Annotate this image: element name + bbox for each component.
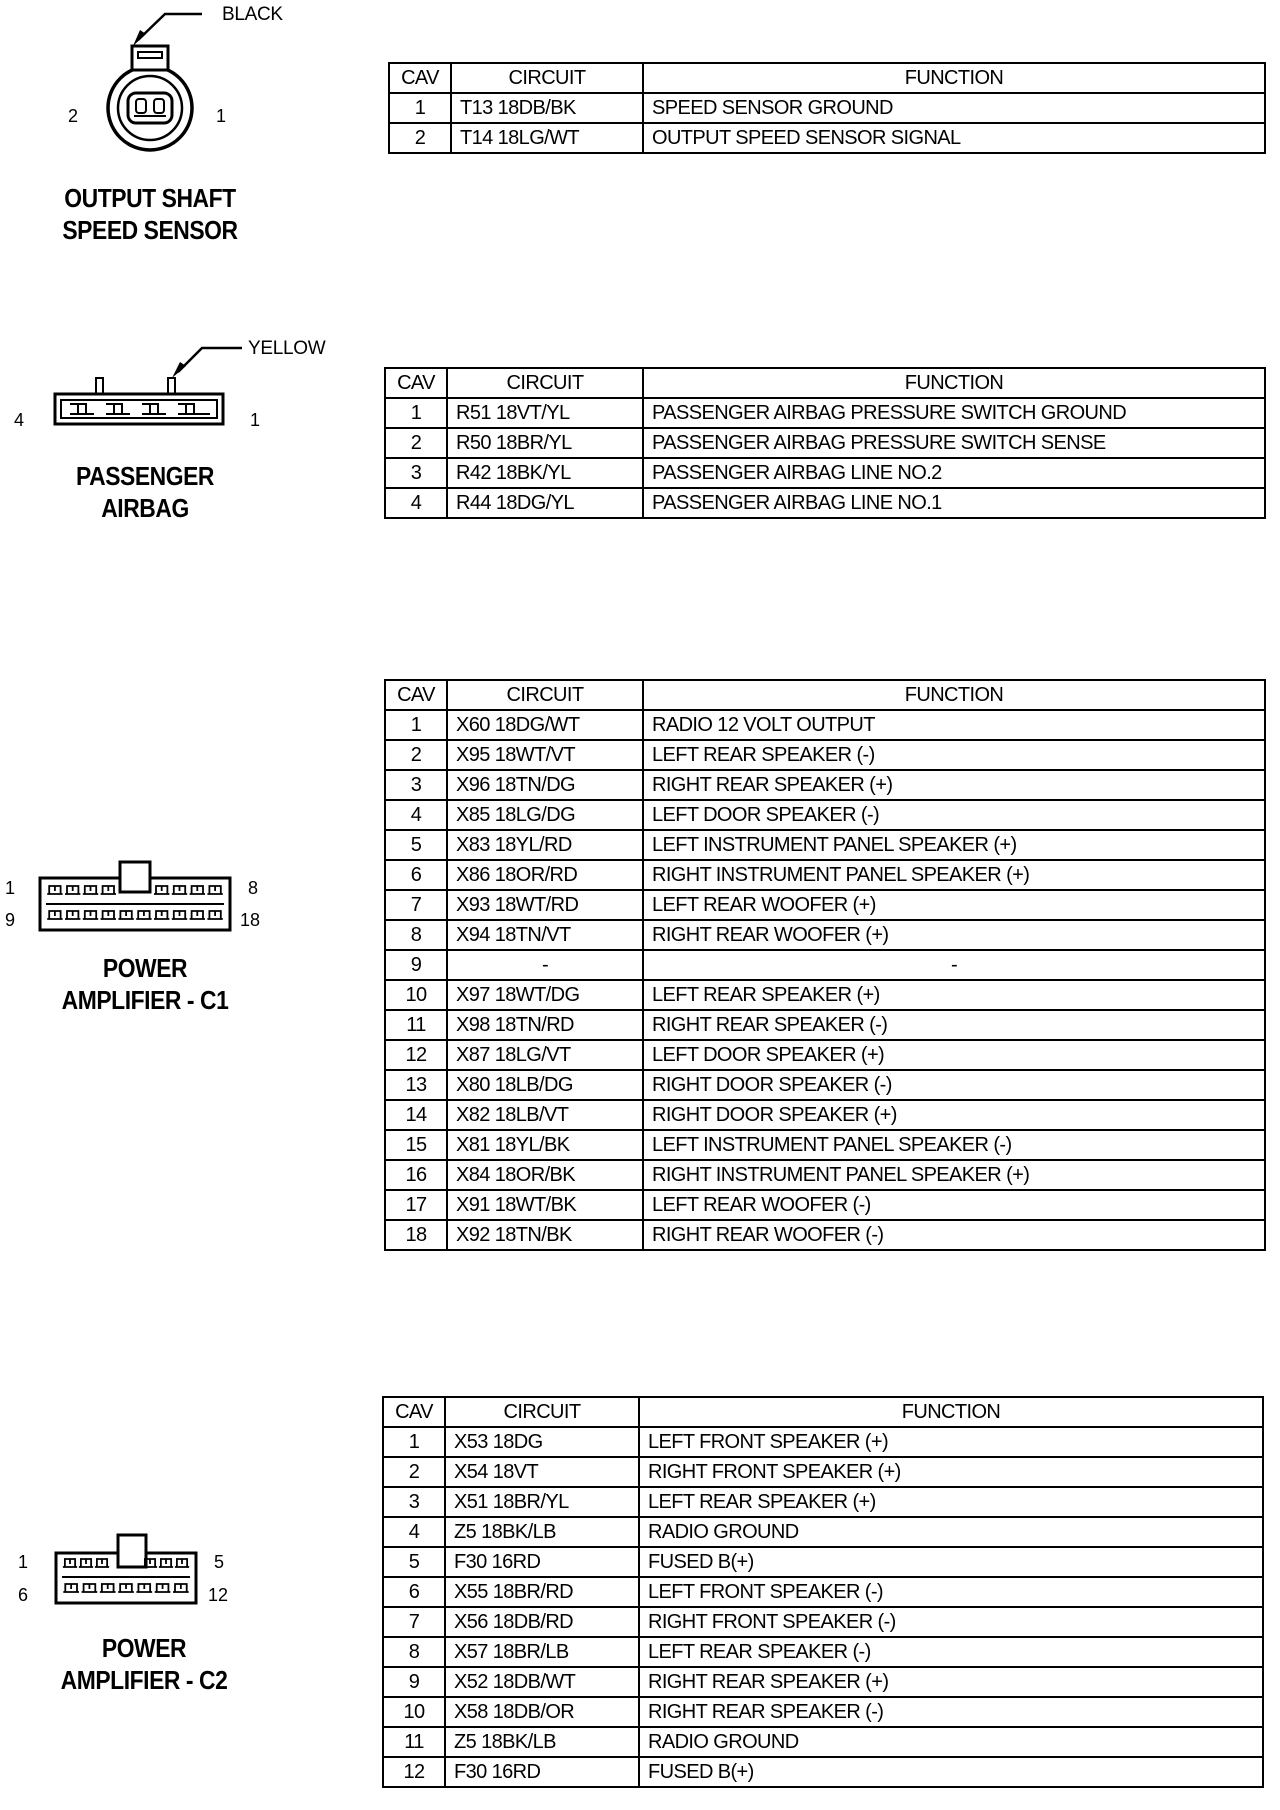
circuit-cell: X58 18DB/OR <box>445 1697 639 1727</box>
circuit-cell: X56 18DB/RD <box>445 1607 639 1637</box>
table-row <box>383 1547 1263 1577</box>
connector-title-line: POWER <box>101 1633 187 1663</box>
cav-cell: 6 <box>385 860 447 890</box>
connector-title-line: AIRBAG <box>101 493 189 523</box>
circuit-cell: X97 18WT/DG <box>447 980 643 1010</box>
cav-cell: 8 <box>385 920 447 950</box>
cav-cell: 14 <box>385 1100 447 1130</box>
circuit-cell: X98 18TN/RD <box>447 1010 643 1040</box>
circuit-cell: X87 18LG/VT <box>447 1040 643 1070</box>
cav-cell: 2 <box>389 123 451 153</box>
table-row <box>383 1607 1263 1637</box>
function-cell: LEFT REAR WOOFER (+) <box>643 890 1265 920</box>
table-row <box>385 740 1265 770</box>
cav-cell: 7 <box>383 1607 445 1637</box>
cav-cell: 5 <box>385 830 447 860</box>
header-row <box>383 1397 1263 1427</box>
circuit-cell: F30 16RD <box>445 1757 639 1787</box>
column-header-circuit: CIRCUIT <box>447 680 643 710</box>
cav-cell: 10 <box>383 1697 445 1727</box>
function-cell: LEFT REAR SPEAKER (-) <box>643 740 1265 770</box>
table-header <box>385 680 1265 710</box>
circuit-cell: X92 18TN/BK <box>447 1220 643 1250</box>
table-row <box>383 1727 1263 1757</box>
circuit-cell: X53 18DG <box>445 1427 639 1457</box>
pin-number-bottom-right: 18 <box>240 910 261 930</box>
pin-number-left: 4 <box>14 410 25 430</box>
header-row <box>385 680 1265 710</box>
circuit-cell: X94 18TN/VT <box>447 920 643 950</box>
function-cell: RADIO 12 VOLT OUTPUT <box>643 710 1265 740</box>
cav-cell: 6 <box>383 1577 445 1607</box>
function-cell: LEFT DOOR SPEAKER (+) <box>643 1040 1265 1070</box>
table-header <box>383 1397 1263 1427</box>
cav-cell: 3 <box>383 1487 445 1517</box>
header-row <box>385 368 1265 398</box>
table-row <box>385 398 1265 428</box>
column-header-cav: CAV <box>385 368 447 398</box>
table-body <box>385 710 1265 1250</box>
connector-title <box>36 182 265 246</box>
passenger-airbag-connector-icon <box>50 330 250 440</box>
pin-number-right: 1 <box>250 410 261 430</box>
function-cell: RIGHT REAR WOOFER (+) <box>643 920 1265 950</box>
circuit-cell: R44 18DG/YL <box>447 488 643 518</box>
function-cell: RIGHT REAR WOOFER (-) <box>643 1220 1265 1250</box>
cav-cell: 2 <box>385 428 447 458</box>
column-header-function: FUNCTION <box>643 680 1265 710</box>
connector-title-line: POWER <box>102 953 188 983</box>
function-cell: RIGHT REAR SPEAKER (+) <box>639 1667 1263 1697</box>
cav-cell: 16 <box>385 1160 447 1190</box>
function-cell: RIGHT INSTRUMENT PANEL SPEAKER (+) <box>643 1160 1265 1190</box>
function-cell: LEFT FRONT SPEAKER (-) <box>639 1577 1263 1607</box>
cav-cell: 9 <box>383 1667 445 1697</box>
table-body <box>389 93 1265 153</box>
table-row <box>385 920 1265 950</box>
circuit-cell: X81 18YL/BK <box>447 1130 643 1160</box>
function-cell: PASSENGER AIRBAG PRESSURE SWITCH GROUND <box>643 398 1265 428</box>
table-row <box>383 1757 1263 1787</box>
circuit-cell: X80 18LB/DG <box>447 1070 643 1100</box>
table-row <box>385 890 1265 920</box>
pinout-table <box>388 62 1266 154</box>
table-row <box>385 1130 1265 1160</box>
cav-cell: 3 <box>385 770 447 800</box>
circuit-cell: X52 18DB/WT <box>445 1667 639 1697</box>
circuit-cell: X82 18LB/VT <box>447 1100 643 1130</box>
table-row <box>385 1010 1265 1040</box>
table-row <box>385 428 1265 458</box>
table-row <box>385 488 1265 518</box>
table-row <box>385 950 1265 980</box>
function-cell: LEFT REAR SPEAKER (-) <box>639 1637 1263 1667</box>
table-row <box>385 1040 1265 1070</box>
table-row <box>385 458 1265 488</box>
table-row <box>383 1487 1263 1517</box>
table-row <box>385 710 1265 740</box>
connector-title-line: AMPLIFIER - C1 <box>61 985 229 1015</box>
output-shaft-speed-sensor-connector-icon <box>90 0 320 140</box>
table-row <box>385 1220 1265 1250</box>
function-cell: RADIO GROUND <box>639 1517 1263 1547</box>
cav-cell: 15 <box>385 1130 447 1160</box>
header-row <box>389 63 1265 93</box>
circuit-cell: X84 18OR/BK <box>447 1160 643 1190</box>
circuit-cell: - <box>447 950 643 980</box>
function-cell: SPEED SENSOR GROUND <box>643 93 1265 123</box>
function-cell: LEFT DOOR SPEAKER (-) <box>643 800 1265 830</box>
cav-cell: 8 <box>383 1637 445 1667</box>
column-header-cav: CAV <box>383 1397 445 1427</box>
table-row <box>385 1100 1265 1130</box>
column-header-function: FUNCTION <box>643 368 1265 398</box>
connector-title-line: OUTPUT SHAFT <box>64 183 236 213</box>
table-row <box>383 1697 1263 1727</box>
function-cell: RIGHT FRONT SPEAKER (-) <box>639 1607 1263 1637</box>
table-header <box>389 63 1265 93</box>
function-cell: LEFT INSTRUMENT PANEL SPEAKER (+) <box>643 830 1265 860</box>
cav-cell: 11 <box>383 1727 445 1757</box>
table-row <box>385 770 1265 800</box>
power-amplifier-c1-connector-icon <box>38 858 238 938</box>
cav-cell: 1 <box>383 1427 445 1457</box>
circuit-cell: X86 18OR/RD <box>447 860 643 890</box>
circuit-cell: R51 18VT/YL <box>447 398 643 428</box>
circuit-cell: T13 18DB/BK <box>451 93 643 123</box>
pin-number-top-left: 1 <box>5 878 16 898</box>
wire-color-label: BLACK <box>222 4 283 25</box>
function-cell: RIGHT REAR SPEAKER (-) <box>643 1010 1265 1040</box>
table-row <box>383 1577 1263 1607</box>
pin-number-top-left: 1 <box>18 1552 29 1572</box>
function-cell: RIGHT REAR SPEAKER (+) <box>643 770 1265 800</box>
cav-cell: 5 <box>383 1547 445 1577</box>
cav-cell: 2 <box>385 740 447 770</box>
function-cell: LEFT REAR SPEAKER (+) <box>643 980 1265 1010</box>
circuit-cell: X60 18DG/WT <box>447 710 643 740</box>
function-cell: RIGHT DOOR SPEAKER (-) <box>643 1070 1265 1100</box>
cav-cell: 1 <box>385 398 447 428</box>
function-cell: PASSENGER AIRBAG LINE NO.1 <box>643 488 1265 518</box>
circuit-cell: X91 18WT/BK <box>447 1190 643 1220</box>
pinout-table <box>384 367 1266 519</box>
table-body <box>385 398 1265 518</box>
table-row <box>385 860 1265 890</box>
cav-cell: 4 <box>385 800 447 830</box>
function-cell: LEFT REAR WOOFER (-) <box>643 1190 1265 1220</box>
pin-number-top-right: 5 <box>214 1552 225 1572</box>
pin-number-bottom-left: 6 <box>18 1585 29 1605</box>
cav-cell: 18 <box>385 1220 447 1250</box>
column-header-cav: CAV <box>385 680 447 710</box>
column-header-circuit: CIRCUIT <box>445 1397 639 1427</box>
connector-title-line: AMPLIFIER - C2 <box>60 1665 228 1695</box>
table-header <box>385 368 1265 398</box>
function-cell: - <box>643 950 1265 980</box>
column-header-circuit: CIRCUIT <box>451 63 643 93</box>
function-cell: PASSENGER AIRBAG PRESSURE SWITCH SENSE <box>643 428 1265 458</box>
table-row <box>383 1517 1263 1547</box>
cav-cell: 9 <box>385 950 447 980</box>
cav-cell: 7 <box>385 890 447 920</box>
table-row <box>383 1427 1263 1457</box>
table-row <box>385 1070 1265 1100</box>
column-header-function: FUNCTION <box>643 63 1265 93</box>
cav-cell: 2 <box>383 1457 445 1487</box>
connector-title-line: SPEED SENSOR <box>62 215 238 245</box>
circuit-cell: Z5 18BK/LB <box>445 1517 639 1547</box>
table-row <box>383 1457 1263 1487</box>
circuit-cell: R42 18BK/YL <box>447 458 643 488</box>
pin-number-bottom-left: 9 <box>5 910 16 930</box>
connector-title <box>31 952 260 1016</box>
pinout-table <box>384 679 1266 1251</box>
circuit-cell: Z5 18BK/LB <box>445 1727 639 1757</box>
cav-cell: 1 <box>389 93 451 123</box>
cav-cell: 4 <box>385 488 447 518</box>
column-header-function: FUNCTION <box>639 1397 1263 1427</box>
function-cell: OUTPUT SPEED SENSOR SIGNAL <box>643 123 1265 153</box>
connector-title <box>30 1632 259 1696</box>
function-cell: RIGHT FRONT SPEAKER (+) <box>639 1457 1263 1487</box>
pin-number-left: 2 <box>68 106 79 126</box>
cav-cell: 17 <box>385 1190 447 1220</box>
pin-number-right: 1 <box>216 106 227 126</box>
wire-color-label: YELLOW <box>248 338 326 359</box>
circuit-cell: X95 18WT/VT <box>447 740 643 770</box>
pinout-table <box>382 1396 1264 1788</box>
function-cell: RIGHT REAR SPEAKER (-) <box>639 1697 1263 1727</box>
function-cell: LEFT INSTRUMENT PANEL SPEAKER (-) <box>643 1130 1265 1160</box>
table-row <box>385 980 1265 1010</box>
table-row <box>385 1160 1265 1190</box>
circuit-cell: X96 18TN/DG <box>447 770 643 800</box>
table-body <box>383 1427 1263 1787</box>
function-cell: FUSED B(+) <box>639 1547 1263 1577</box>
power-amplifier-c2-connector-icon <box>54 1531 214 1611</box>
circuit-cell: T14 18LG/WT <box>451 123 643 153</box>
circuit-cell: X57 18BR/LB <box>445 1637 639 1667</box>
table-row <box>389 93 1265 123</box>
table-row <box>389 123 1265 153</box>
circuit-cell: X54 18VT <box>445 1457 639 1487</box>
connector-title-line: PASSENGER <box>75 461 215 491</box>
circuit-cell: R50 18BR/YL <box>447 428 643 458</box>
table-row <box>383 1637 1263 1667</box>
cav-cell: 10 <box>385 980 447 1010</box>
circuit-cell: X51 18BR/YL <box>445 1487 639 1517</box>
pin-number-top-right: 8 <box>248 878 259 898</box>
cav-cell: 1 <box>385 710 447 740</box>
function-cell: RIGHT INSTRUMENT PANEL SPEAKER (+) <box>643 860 1265 890</box>
column-header-circuit: CIRCUIT <box>447 368 643 398</box>
circuit-cell: X85 18LG/DG <box>447 800 643 830</box>
circuit-cell: X55 18BR/RD <box>445 1577 639 1607</box>
function-cell: PASSENGER AIRBAG LINE NO.2 <box>643 458 1265 488</box>
connector-title <box>31 460 260 524</box>
circuit-cell: X93 18WT/RD <box>447 890 643 920</box>
cav-cell: 3 <box>385 458 447 488</box>
cav-cell: 13 <box>385 1070 447 1100</box>
function-cell: LEFT FRONT SPEAKER (+) <box>639 1427 1263 1457</box>
cav-cell: 12 <box>385 1040 447 1070</box>
function-cell: RADIO GROUND <box>639 1727 1263 1757</box>
circuit-cell: F30 16RD <box>445 1547 639 1577</box>
table-row <box>385 800 1265 830</box>
table-row <box>385 830 1265 860</box>
function-cell: LEFT REAR SPEAKER (+) <box>639 1487 1263 1517</box>
column-header-cav: CAV <box>389 63 451 93</box>
cav-cell: 4 <box>383 1517 445 1547</box>
pin-number-bottom-right: 12 <box>208 1585 229 1605</box>
circuit-cell: X83 18YL/RD <box>447 830 643 860</box>
function-cell: RIGHT DOOR SPEAKER (+) <box>643 1100 1265 1130</box>
cav-cell: 12 <box>383 1757 445 1787</box>
table-row <box>385 1190 1265 1220</box>
cav-cell: 11 <box>385 1010 447 1040</box>
function-cell: FUSED B(+) <box>639 1757 1263 1787</box>
table-row <box>383 1667 1263 1697</box>
